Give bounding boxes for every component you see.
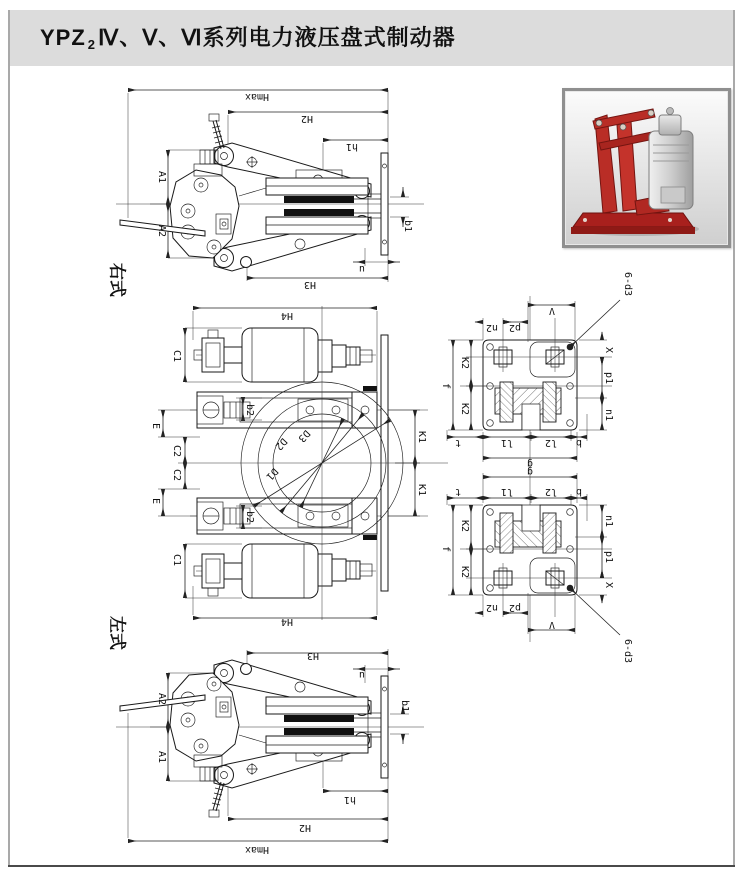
- dim-label-t-top: t: [454, 437, 462, 448]
- dim-label-h1: h1: [345, 141, 359, 152]
- dim-label-hmax: Hmax: [244, 91, 270, 102]
- dim-label-x-bot: X: [603, 581, 614, 589]
- brake-thruster: [649, 108, 693, 210]
- dim-label-c1-top: C1: [171, 349, 182, 363]
- dim-label-l1-top: l1: [500, 437, 514, 448]
- dim-label-k1-bottom: K1: [416, 483, 427, 497]
- dim-label-p2-top: p2: [508, 322, 522, 333]
- dim-label-g-bot: g: [526, 466, 534, 477]
- dim-label-n1-bot: n1: [603, 514, 614, 528]
- dim-label-x-top: X: [603, 346, 614, 354]
- dim-label-g-top: g: [526, 458, 534, 469]
- dim-label-n2-top: n2: [485, 322, 499, 333]
- product-photo-illustration: [565, 91, 722, 239]
- dim-label-h3-l: H3: [306, 650, 320, 661]
- left-type-label: 左式: [107, 616, 127, 650]
- dim-label-holes-bot: 6-d3: [622, 638, 633, 664]
- dim-label-a1: A1: [156, 170, 167, 184]
- dim-label-k2-4: K2: [459, 565, 470, 579]
- dim-label-h2: H2: [300, 113, 314, 124]
- dim-label-c2-top: C2: [171, 444, 182, 458]
- dim-label-k1-top: K1: [416, 430, 427, 444]
- dim-label-l2-top: l2: [544, 437, 558, 448]
- dim-label-a1-l: A1: [156, 750, 167, 764]
- dim-label-h3: H3: [303, 279, 317, 290]
- dim-label-e-bottom: E: [150, 497, 161, 505]
- dim-label-e-top: E: [150, 422, 161, 430]
- dim-label-n2-bot: n2: [485, 602, 499, 613]
- dim-label-k2-3: K2: [459, 519, 470, 533]
- title-suffix: Ⅳ、Ⅴ、Ⅵ系列电力液压盘式制动器: [98, 25, 456, 50]
- right-type-label: 右式: [107, 263, 127, 297]
- dim-label-u-l: u: [358, 669, 366, 680]
- dim-label-d1: D1: [263, 465, 280, 482]
- dim-label-d3: D3: [295, 427, 312, 444]
- dim-label-p1-top: p1: [603, 371, 614, 385]
- dim-label-c1-bottom: C1: [171, 553, 182, 567]
- mounting-plate-views: [440, 272, 633, 663]
- dim-label-u: u: [358, 263, 366, 274]
- dim-label-k2-1: K2: [459, 356, 470, 370]
- dim-label-h2-l: H2: [298, 822, 312, 833]
- dim-label-l1-bot: l1: [500, 486, 514, 497]
- dim-label-d2: D2: [272, 435, 289, 452]
- dim-label-b1-l: b1: [399, 699, 410, 713]
- dim-label-h4-bottom: H4: [280, 616, 294, 627]
- dim-label-a2: A2: [156, 224, 167, 238]
- dim-label-c2-bottom: C2: [171, 468, 182, 482]
- dim-label-p2-bot: p2: [508, 602, 522, 613]
- dim-label-b2-bottom: b2: [244, 510, 255, 524]
- title-prefix: YPZ: [40, 25, 86, 50]
- dim-label-b2-top: b2: [244, 403, 255, 417]
- dim-label-b-top: b: [575, 437, 583, 448]
- dim-label-v-top: V: [548, 305, 556, 316]
- dim-label-h4-top: H4: [280, 310, 294, 321]
- dim-label-hmax-l: Hmax: [244, 844, 270, 855]
- dim-label-l2-bot: l2: [544, 486, 558, 497]
- dim-label-t-bot: t: [454, 486, 462, 497]
- title-subscript: 2: [87, 37, 97, 52]
- dim-label-f-top: f: [440, 382, 451, 390]
- dim-label-v-bot: V: [548, 619, 556, 630]
- dim-label-holes-top: 6-d3: [622, 271, 633, 297]
- dim-label-b-bot: b: [575, 486, 583, 497]
- dim-label-h1-l: h1: [343, 794, 357, 805]
- dim-label-a2-l: A2: [156, 692, 167, 706]
- dim-label-k2-2: K2: [459, 402, 470, 416]
- plan-view: [150, 306, 448, 627]
- dim-label-f-bot: f: [440, 545, 451, 553]
- dim-label-n1-top: n1: [603, 408, 614, 422]
- dim-label-p1-bot: p1: [603, 550, 614, 564]
- side-view-right: [108, 90, 424, 297]
- side-view-left: [108, 616, 424, 855]
- dim-label-b1: b1: [402, 219, 413, 233]
- product-photo: [562, 88, 731, 248]
